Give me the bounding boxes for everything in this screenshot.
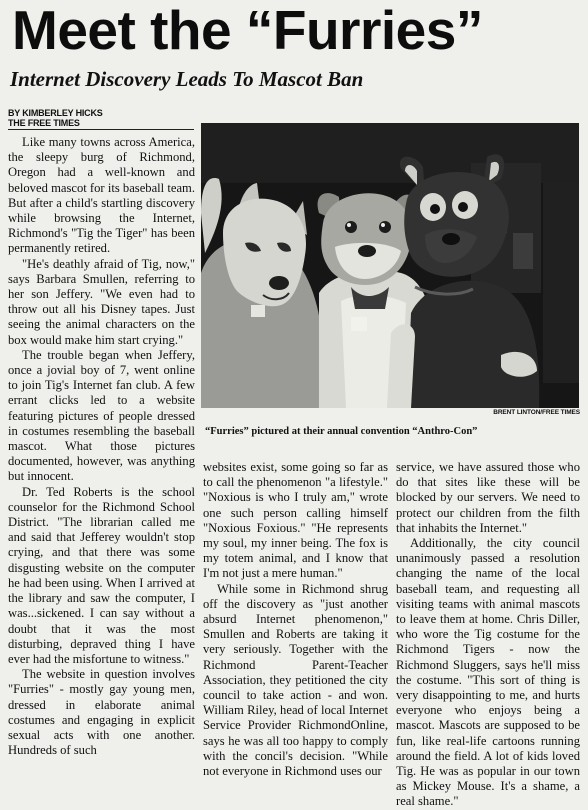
article-column-1 [8,135,195,758]
byline-author: BY KIMBERLEY HICKS [8,108,103,118]
photo-caption: “Furries” pictured at their annual convention “Anthro-Con” [205,426,478,437]
byline-publication: THE FREE TIMES [8,118,80,128]
paragraph: "He's deathly afraid of Tig, now," says Barbara Smullen, referring to her son Jeffery. "We even had to throw out all his Disney tapes. Just seeing the animal characters on the box would make him start crying." [8,256,195,347]
paragraph: The website in question involves "Furries" - mostly gay young men, dressed in elaborate animal costumes and engaging in explicit sexual acts with one another. Hundreds of such [8,667,195,758]
paragraph: websites exist, some going so far as to call the phenomenon "a lifestyle." "Noxious is who I truly am," wrote one such person calling himself "Noxious Foxious." "He represents my soul, my inner being. The fox is my totem animal, and I know that I'm not just a mere human." [203,460,388,581]
headline: Meet the “Furries” [12,0,483,61]
byline-divider [8,129,194,130]
article-photo [201,123,579,408]
paragraph: The trouble began when Jeffery, once a jovial boy of 7, went online to join Tig's Internet fan club. A few errant clicks led to a website featuring pictures of people dressed in costumes resembling the baseball mascot. What those pictures documented, however, was anything but innocent. [8,347,195,484]
paragraph: service, we have assured those who do that sites like these will be blocked by our servers. We need to protect our children from the filth that inhabits the Internet." [396,460,580,535]
article-column-2 [203,460,388,779]
photo-credit: BRENT LINTON/FREE TIMES [493,409,580,416]
paragraph: Like many towns across America, the sleepy burg of Richmond, Oregon had a well-known and beloved mascot for its baseball team. But after a child's startling discovery while browsing the Internet, Richmond's "Tig the Tiger" has been permanently retired. [8,135,195,256]
paragraph: Dr. Ted Roberts is the school counselor for the Richmond School District. "The librarian called me and said that Jefferey wouldn't stop crying, and that there was some disgusting website on the computer he had been using. When I arrived at the library and saw the computer, I was...sickened. I can say without a doubt that it was the most disturbing, depraved thing I have ever had the misfortune to witness." [8,484,195,666]
paragraph: Additionally, the city council unanimously passed a resolution changing the name of the local baseball team, and requesting all visiting teams with animal mascots to leave them at home. Chris Diller, who wore the Tig costume for the Richmond Tigers - now the Richmond Sluggers, says he'll miss the costume. "This sort of thing is very disappointing to me, and hurts everyone who enjoys being a mascot. Mascots are supposed to be fun, like real-life cartoons running around the field. A lot of kids loved Tig. He was as popular in our town as Mickey Mouse. It's a shame, a real shame." [396,536,580,809]
article-column-3 [396,460,580,810]
subheadline: Internet Discovery Leads To Mascot Ban [10,67,364,91]
byline [8,108,103,128]
furries-photo-illustration [201,123,579,408]
paragraph: While some in Richmond shrug off the discovery as "just another absurd Internet phenomenon," Smullen and Roberts are taking it very seriously. Together with the Richmond Parent-Teacher Association, they petitioned the city council to take action - and won. William Riley, head of local Internet Service Provider RichmondOnline, says he was all too happy to comply with the concil's decision. "While not everyone in Richmond uses our [203,581,388,779]
